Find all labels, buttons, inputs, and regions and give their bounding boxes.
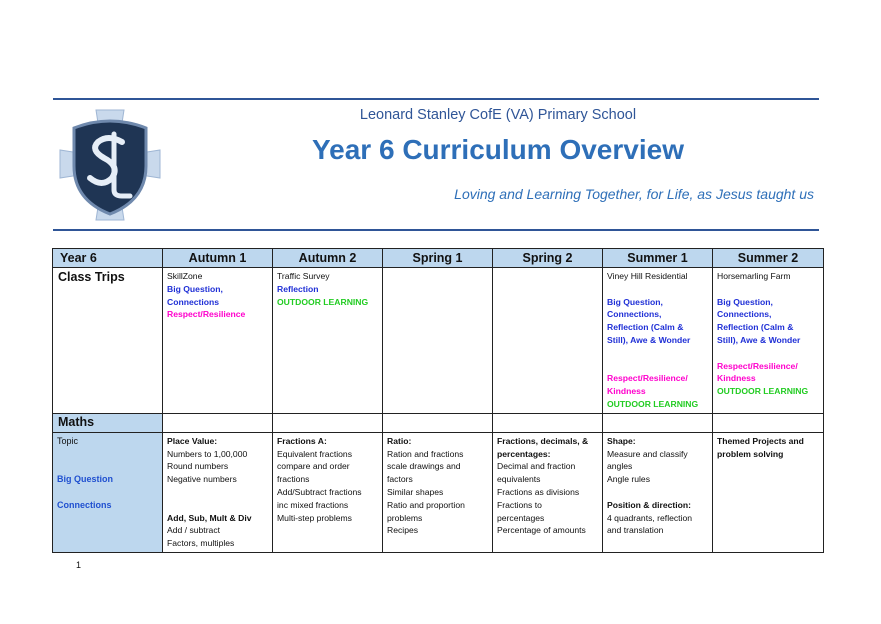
topic-line: compare and order (277, 461, 350, 472)
value-blue: Connections, (607, 309, 662, 320)
value-blue: Connections, (717, 309, 772, 320)
topic-line: Decimal and fraction (497, 461, 576, 472)
topic-line: Ration and fractions (387, 448, 464, 459)
value-blue: Big Question, (607, 296, 663, 307)
maths-summer-1 (603, 432, 713, 552)
connections-label: Connections (57, 499, 112, 510)
topic-line: Measure and classify (607, 448, 688, 459)
topic-line: Add / subtract (167, 525, 221, 536)
topic-heading: Add, Sub, Mult & Div (167, 512, 252, 523)
trip-name: Horsemarling Farm (717, 271, 791, 281)
value-pink: Respect/Resilience/ (717, 360, 798, 371)
school-crest-icon (58, 108, 162, 222)
topic-line: Ratio and proportion (387, 499, 465, 510)
topic-line: problems (387, 512, 423, 523)
topic-line: percentages (497, 512, 545, 523)
maths-summer-2 (713, 432, 824, 552)
topic-line: Recipes (387, 525, 419, 536)
school-name: Leonard Stanley CofE (VA) Primary School (359, 107, 637, 123)
trip-name: Traffic Survey (277, 271, 330, 281)
topic-heading: Fractions, decimals, & (497, 435, 589, 446)
topic-line: inc mixed fractions (277, 499, 349, 510)
class-trips-summer-2 (713, 268, 824, 414)
header-summer-2: Summer 2 (713, 249, 824, 268)
value-blue: Reflection (277, 283, 319, 294)
header-year: Year 6 (53, 249, 163, 268)
maths-label: Maths (53, 413, 163, 432)
class-trips-autumn-2 (273, 268, 383, 414)
class-trips-spring-2 (493, 268, 603, 414)
topic-line: 4 quadrants, reflection (607, 512, 693, 523)
topic-heading: Shape: (607, 435, 636, 446)
topic-line: Fractions as divisions (497, 486, 580, 497)
topic-line: fractions (277, 474, 310, 485)
topic-line: Angle rules (607, 474, 650, 485)
class-trips-summer-1 (603, 268, 713, 414)
header-autumn-1: Autumn 1 (163, 249, 273, 268)
topic-line: factors (387, 474, 413, 485)
class-trips-label: Class Trips (53, 268, 163, 414)
header-spring-1: Spring 1 (383, 249, 493, 268)
topic-line: Percentage of amounts (497, 525, 586, 536)
topic-heading: Fractions A: (277, 435, 327, 446)
value-green: OUTDOOR LEARNING (717, 386, 809, 397)
maths-spring-2 (493, 432, 603, 552)
topic-line: Add/Subtract fractions (277, 486, 362, 497)
value-pink: Kindness (607, 386, 646, 397)
topic-heading: Position & direction: (607, 499, 692, 510)
header-autumn-2: Autumn 2 (273, 249, 383, 268)
header-bottom-rule (53, 229, 819, 231)
value-green: OUTDOOR LEARNING (607, 398, 699, 409)
trip-name: Viney Hill Residential (607, 271, 688, 281)
value-pink: Respect/Resilience/ (607, 373, 688, 384)
value-blue: Still), Awe & Wonder (717, 334, 801, 345)
value-blue: Reflection (Calm & (717, 322, 794, 333)
topic-heading: problem solving (717, 448, 784, 459)
topic-heading: Ratio: (387, 435, 412, 446)
topic-line: Similar shapes (387, 486, 444, 497)
page-title: Year 6 Curriculum Overview (312, 134, 684, 165)
topic-line: Equivalent fractions (277, 448, 352, 459)
value-green: OUTDOOR LEARNING (277, 296, 369, 307)
value-blue: Connections (167, 296, 220, 307)
trip-name: SkillZone (167, 271, 203, 281)
class-trips-autumn-1 (163, 268, 273, 414)
topic-heading: Themed Projects and (717, 435, 804, 446)
value-blue: Big Question, (717, 296, 773, 307)
topic-line: angles (607, 461, 633, 472)
top-rule (53, 98, 819, 100)
topic-line: and translation (607, 525, 664, 536)
maths-autumn-1 (163, 432, 273, 552)
value-pink: Kindness (717, 373, 756, 384)
topic-heading: percentages: (497, 448, 551, 459)
topic-line: Fractions to (497, 499, 542, 510)
maths-topic-row (53, 432, 824, 552)
topic-line: Negative numbers (167, 474, 237, 485)
school-motto: Loving and Learning Together, for Life, as Jesus taught us (454, 186, 814, 202)
curriculum-table (52, 248, 824, 553)
maths-spring-1 (383, 432, 493, 552)
topic-heading: Place Value: (167, 435, 218, 446)
maths-autumn-2 (273, 432, 383, 552)
header-row (53, 249, 824, 268)
maths-row (53, 413, 824, 432)
topic-label: Topic (57, 435, 79, 446)
header-spring-2: Spring 2 (493, 249, 603, 268)
topic-line: Factors, multiples (167, 538, 235, 549)
value-blue: Reflection (Calm & (607, 322, 684, 333)
big-question-label: Big Question (57, 474, 113, 485)
topic-line: equivalents (497, 474, 541, 485)
topic-line: Round numbers (167, 461, 229, 472)
topic-line: Multi-step problems (277, 512, 352, 523)
header-summer-1: Summer 1 (603, 249, 713, 268)
value-blue: Still), Awe & Wonder (607, 334, 691, 345)
topic-line: scale drawings and (387, 461, 461, 472)
value-blue: Big Question, (167, 283, 223, 294)
class-trips-spring-1 (383, 268, 493, 414)
value-pink: Respect/Resilience (167, 309, 246, 320)
page-number: 1 (76, 560, 82, 570)
class-trips-row (53, 268, 824, 414)
topic-line: Numbers to 1,00,000 (167, 448, 248, 459)
topic-label-cell (53, 432, 163, 552)
